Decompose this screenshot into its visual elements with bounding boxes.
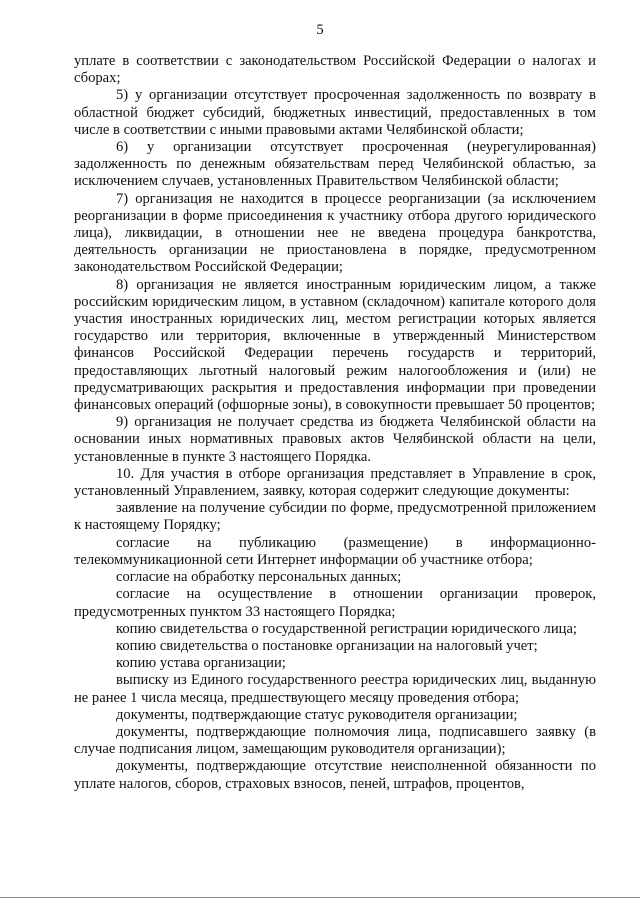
paragraph-item-5: 5) у организации отсутствует просроченная задолженность по возврату в областной бюджет субсидий, бюджетных инвестиций, предоставленных в том числе в соответствии с иными правовыми актами Челябинской области; (74, 87, 596, 138)
paragraph-item-7: 7) организация не находится в процессе реорганизации (за исключением реорганизации в форме присоединения к участнику отбора другого юридического лица), ликвидации, в отношении нее не введена процедура банкротства, деятельность организации не приостановлена в порядке, предусмотренном законодательством Российской Федерации; (74, 190, 596, 276)
page-number: 5 (316, 22, 324, 38)
document-list-item: документы, подтверждающие полномочия лица, подписавшего заявку (в случае подписания лицом, замещающим руководителя организации); (74, 723, 596, 758)
document-list-item: согласие на обработку персональных данных; (116, 569, 402, 586)
paragraph-continuation: уплате в соответствии с законодательством Российской Федерации о налогах и сборах; (74, 53, 596, 87)
document-list-item: копию свидетельства о государственной регистрации юридического лица; (116, 620, 577, 637)
document-list-item: выписку из Единого государственного реестра юридических лиц, выданную не ранее 1 числа месяца, предшествующего месяцу проведения отбора; (74, 672, 596, 706)
document-list-item: документы, подтверждающие статус руководителя организации; (116, 706, 518, 723)
paragraph-item-8: 8) организация не является иностранным юридическим лицом, а также российским юридическим лицом, в уставном (складочном) капитале которого доля участия иностранных юридических лиц, местом регистрации которых является государство или территория, включенные в утвержденный Министерством финансов Российской Федерации перечень государств и территорий, предоставляющих льготный налоговый режим налогообложения и (или) не предусматривающих раскрытия и предоставления информации при проведении финансовых операций (офшорные зоны), в совокупности превышает 50 процентов; (74, 276, 596, 414)
document-list-item: согласие на осуществление в отношении организации проверок, предусмотренных пунктом 33 настоящего Порядка; (74, 586, 596, 620)
paragraph-section-10: 10. Для участия в отборе организация представляет в Управление в срок, установленный Управлением, заявку, которая содержит следующие документы: (74, 465, 596, 500)
paragraph-item-9: 9) организация не получает средства из бюджета Челябинской области на основании иных нормативных правовых актов Челябинской области на цели, установленные в пункте 3 настоящего Порядка. (74, 414, 596, 465)
document-body (74, 53, 596, 793)
document-list-item: согласие на публикацию (размещение) в информационно-телекоммуникационной сети Интернет информации об участнике отбора; (74, 534, 596, 568)
paragraph-item-6: 6) у организации отсутствует просроченная (неурегулированная) задолженность по денежным обязательствам перед Челябинской областью, за исключением случаев, установленных Правительством Челябинской области; (74, 139, 596, 190)
page-bottom-rule (0, 897, 640, 898)
document-list-item: копию устава организации; (116, 655, 286, 672)
document-list-item: копию свидетельства о постановке организации на налоговый учет; (116, 637, 538, 654)
document-list-item: заявление на получение субсидии по форме, предусмотренной приложением к настоящему Порядку; (74, 500, 596, 534)
document-list-item: документы, подтверждающие отсутствие неисполненной обязанности по уплате налогов, сборов, страховых взносов, пеней, штрафов, процентов, (74, 758, 596, 792)
